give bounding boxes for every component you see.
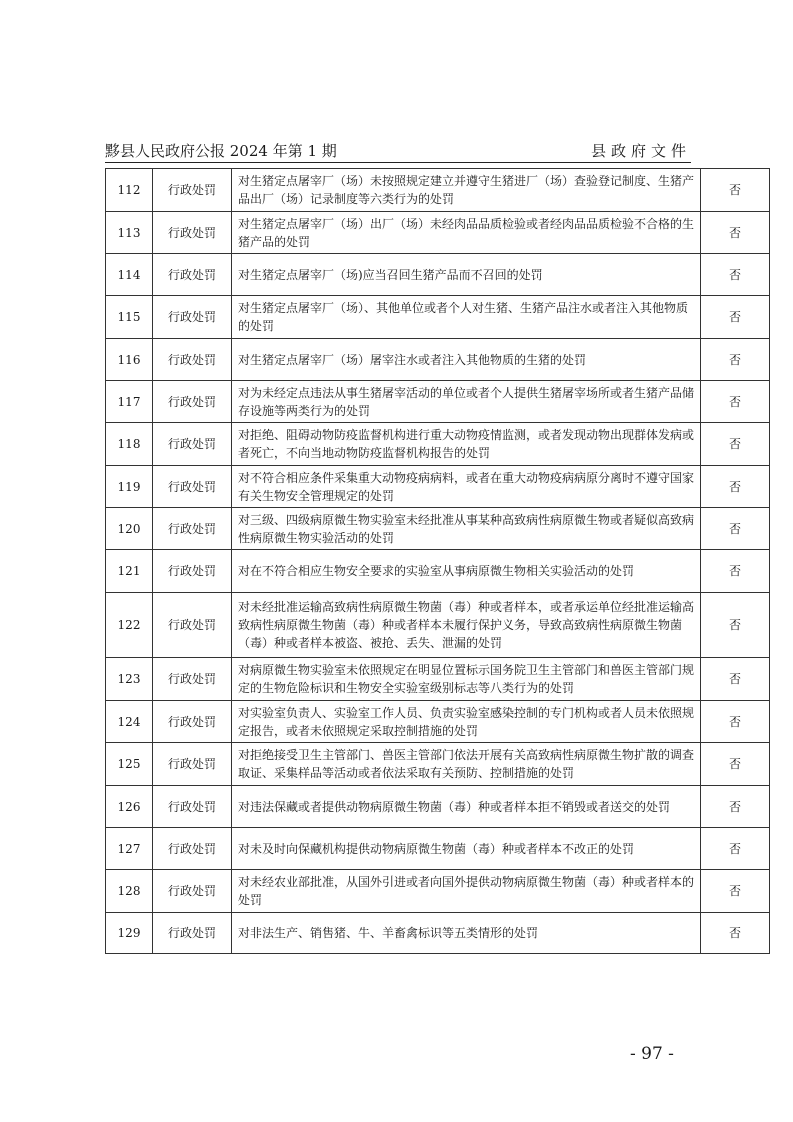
row-flag: 否 bbox=[701, 743, 770, 786]
penalty-table bbox=[105, 168, 770, 954]
row-flag: 否 bbox=[701, 466, 770, 508]
table-row bbox=[106, 913, 770, 954]
row-type: 行政处罚 bbox=[153, 658, 232, 701]
row-type: 行政处罚 bbox=[153, 423, 232, 466]
row-type: 行政处罚 bbox=[153, 701, 232, 743]
row-description: 对未经农业部批准，从国外引进或者向国外提供动物病原微生物菌（毒）种或者样本的处罚 bbox=[232, 870, 701, 913]
row-description: 对违法保藏或者提供动物病原微生物菌（毒）种或者样本拒不销毁或者送交的处罚 bbox=[232, 786, 701, 828]
table-row bbox=[106, 701, 770, 743]
row-description: 对未经批准运输高致病性病原微生物菌（毒）种或者样本，或者承运单位经批准运输高致病性病原微生物菌（毒）种或者样本未履行保护义务，导致高致病性病原微生物菌（毒）种或者样本被盗、被抢、丢失、泄漏的处罚 bbox=[232, 593, 701, 658]
table-row bbox=[106, 339, 770, 381]
page-number: - 97 - bbox=[630, 1044, 674, 1064]
row-type: 行政处罚 bbox=[153, 466, 232, 508]
row-description: 对三级、四级病原微生物实验室未经批准从事某种高致病性病原微生物或者疑似高致病性病原微生物实验活动的处罚 bbox=[232, 508, 701, 550]
row-description: 对病原微生物实验室未依照规定在明显位置标示国务院卫生主管部门和兽医主管部门规定的生物危险标识和生物安全实验室级别标志等八类行为的处罚 bbox=[232, 658, 701, 701]
row-flag: 否 bbox=[701, 212, 770, 254]
row-number: 124 bbox=[106, 701, 153, 743]
row-description: 对未及时向保藏机构提供动物病原微生物菌（毒）种或者样本不改正的处罚 bbox=[232, 828, 701, 870]
row-type: 行政处罚 bbox=[153, 786, 232, 828]
running-header bbox=[105, 140, 691, 164]
row-type: 行政处罚 bbox=[153, 212, 232, 254]
row-flag: 否 bbox=[701, 339, 770, 381]
row-type: 行政处罚 bbox=[153, 339, 232, 381]
row-number: 123 bbox=[106, 658, 153, 701]
row-number: 112 bbox=[106, 169, 153, 212]
row-flag: 否 bbox=[701, 913, 770, 954]
row-description: 对生猪定点屠宰厂（场）出厂（场）未经肉品品质检验或者经肉品品质检验不合格的生猪产品的处罚 bbox=[232, 212, 701, 254]
row-type: 行政处罚 bbox=[153, 169, 232, 212]
table-row bbox=[106, 786, 770, 828]
row-description: 对在不符合相应生物安全要求的实验室从事病原微生物相关实验活动的处罚 bbox=[232, 550, 701, 593]
row-type: 行政处罚 bbox=[153, 743, 232, 786]
row-flag: 否 bbox=[701, 658, 770, 701]
table-row bbox=[106, 828, 770, 870]
table-row bbox=[106, 658, 770, 701]
row-type: 行政处罚 bbox=[153, 296, 232, 339]
table-row bbox=[106, 466, 770, 508]
row-type: 行政处罚 bbox=[153, 550, 232, 593]
row-description: 对实验室负责人、实验室工作人员、负责实验室感染控制的专门机构或者人员未依照规定报告，或者未依照规定采取控制措施的处罚 bbox=[232, 701, 701, 743]
row-number: 121 bbox=[106, 550, 153, 593]
row-type: 行政处罚 bbox=[153, 593, 232, 658]
table-row bbox=[106, 254, 770, 296]
table-row bbox=[106, 550, 770, 593]
header-rule bbox=[105, 162, 691, 163]
row-number: 129 bbox=[106, 913, 153, 954]
row-type: 行政处罚 bbox=[153, 381, 232, 423]
row-flag: 否 bbox=[701, 169, 770, 212]
row-number: 127 bbox=[106, 828, 153, 870]
row-flag: 否 bbox=[701, 550, 770, 593]
row-number: 116 bbox=[106, 339, 153, 381]
table-row bbox=[106, 212, 770, 254]
row-flag: 否 bbox=[701, 593, 770, 658]
table-row bbox=[106, 381, 770, 423]
table-row bbox=[106, 870, 770, 913]
row-type: 行政处罚 bbox=[153, 913, 232, 954]
row-number: 118 bbox=[106, 423, 153, 466]
row-flag: 否 bbox=[701, 701, 770, 743]
table-row bbox=[106, 169, 770, 212]
row-type: 行政处罚 bbox=[153, 508, 232, 550]
row-flag: 否 bbox=[701, 828, 770, 870]
row-number: 126 bbox=[106, 786, 153, 828]
row-description: 对生猪定点屠宰厂（场）、其他单位或者个人对生猪、生猪产品注水或者注入其他物质的处罚 bbox=[232, 296, 701, 339]
bulletin-title: 黟县人民政府公报 2024 年第 1 期 bbox=[105, 142, 337, 160]
section-title: 县政府文件 bbox=[590, 142, 691, 160]
row-number: 114 bbox=[106, 254, 153, 296]
row-description: 对生猪定点屠宰厂（场）屠宰注水或者注入其他物质的生猪的处罚 bbox=[232, 339, 701, 381]
row-number: 115 bbox=[106, 296, 153, 339]
row-type: 行政处罚 bbox=[153, 254, 232, 296]
row-description: 对非法生产、销售猪、牛、羊畜禽标识等五类情形的处罚 bbox=[232, 913, 701, 954]
row-number: 117 bbox=[106, 381, 153, 423]
row-number: 120 bbox=[106, 508, 153, 550]
row-number: 113 bbox=[106, 212, 153, 254]
row-description: 对拒绝接受卫生主管部门、兽医主管部门依法开展有关高致病性病原微生物扩散的调查取证、采集样品等活动或者依法采取有关预防、控制措施的处罚 bbox=[232, 743, 701, 786]
table-body bbox=[106, 169, 770, 954]
row-number: 128 bbox=[106, 870, 153, 913]
row-description: 对为未经定点违法从事生猪屠宰活动的单位或者个人提供生猪屠宰场所或者生猪产品储存设施等两类行为的处罚 bbox=[232, 381, 701, 423]
row-flag: 否 bbox=[701, 296, 770, 339]
table-row bbox=[106, 508, 770, 550]
table-row bbox=[106, 296, 770, 339]
row-flag: 否 bbox=[701, 254, 770, 296]
row-number: 122 bbox=[106, 593, 153, 658]
row-description: 对生猪定点屠宰厂（场）未按照规定建立并遵守生猪进厂（场）查验登记制度、生猪产品出厂（场）记录制度等六类行为的处罚 bbox=[232, 169, 701, 212]
table-row bbox=[106, 423, 770, 466]
table-row bbox=[106, 593, 770, 658]
row-description: 对拒绝、阻碍动物防疫监督机构进行重大动物疫情监测，或者发现动物出现群体发病或者死亡，不向当地动物防疫监督机构报告的处罚 bbox=[232, 423, 701, 466]
row-description: 对生猪定点屠宰厂（场)应当召回生猪产品而不召回的处罚 bbox=[232, 254, 701, 296]
row-flag: 否 bbox=[701, 381, 770, 423]
row-number: 125 bbox=[106, 743, 153, 786]
row-flag: 否 bbox=[701, 508, 770, 550]
row-type: 行政处罚 bbox=[153, 828, 232, 870]
row-flag: 否 bbox=[701, 870, 770, 913]
table-row bbox=[106, 743, 770, 786]
row-number: 119 bbox=[106, 466, 153, 508]
row-description: 对不符合相应条件采集重大动物疫病病料，或者在重大动物疫病病原分离时不遵守国家有关生物安全管理规定的处罚 bbox=[232, 466, 701, 508]
row-flag: 否 bbox=[701, 423, 770, 466]
row-flag: 否 bbox=[701, 786, 770, 828]
row-type: 行政处罚 bbox=[153, 870, 232, 913]
